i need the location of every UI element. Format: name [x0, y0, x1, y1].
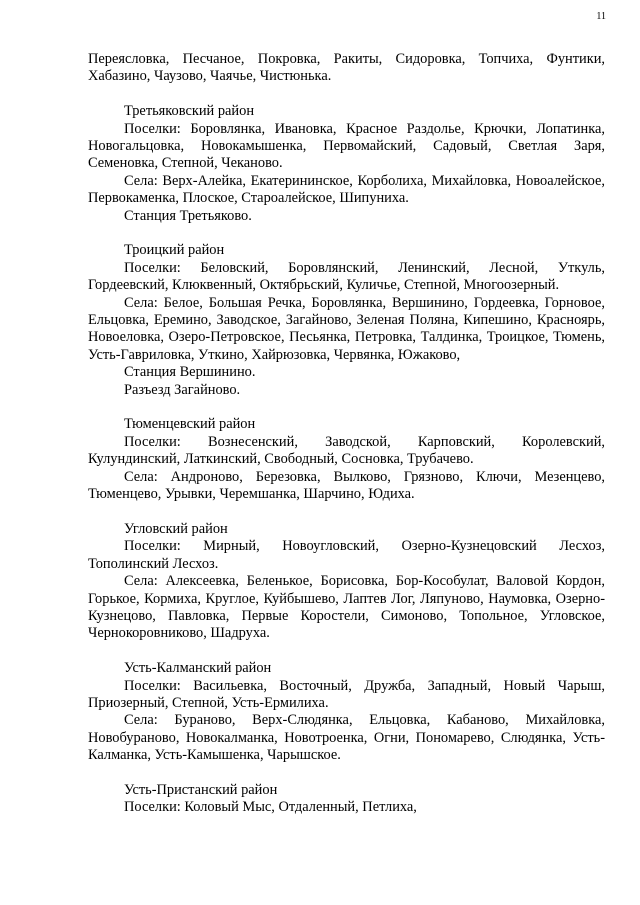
district-heading-tretyakovsky: Третьяковский район — [124, 103, 255, 120]
paragraph-settlements: Поселки: Боровлянка, Ивановка, Красное Раздолье, Крючки, Лопатинка, Новогальцовка, Новокамышенка, Первомайский, Садовый, Светлая Заря, Семеновка, Степной, Чеканово. — [88, 120, 605, 172]
paragraph-villages: Села: Верх-Алейка, Екатерининское, Корболиха, Михайловка, Новоалейское, Первокаменка, Плоское, Староалейское, Шипуниха. — [88, 172, 605, 207]
district-heading-troitsky: Троицкий район — [124, 242, 225, 259]
paragraph-settlements: Поселки: Вознесенский, Заводской, Карповский, Королевский, Кулундинский, Латкинский, Свободный, Сосновка, Трубачево. — [88, 433, 605, 468]
district-heading-ust-kalmansky: Усть-Калманский район — [124, 660, 272, 677]
spacer — [88, 399, 605, 416]
spacer — [88, 225, 605, 242]
paragraph-settlements: Поселки: Коловый Мыс, Отдаленный, Петлиха, — [124, 799, 417, 816]
spacer — [88, 765, 605, 782]
spacer — [88, 643, 605, 660]
paragraph-siding: Разъезд Загайново. — [124, 381, 241, 398]
document-body — [88, 51, 605, 817]
spacer — [88, 86, 605, 103]
district-heading-ust-pristansky: Усть-Пристанский район — [124, 781, 278, 798]
paragraph-villages: Села: Андроново, Березовка, Вылково, Грязново, Ключи, Мезенцево, Тюменцево, Урывки, Черемшанка, Шарчино, Юдиха. — [88, 468, 605, 503]
paragraph-station: Станция Третьяково. — [124, 207, 252, 224]
paragraph-villages: Села: Алексеевка, Беленькое, Борисовка, Бор-Кособулат, Валовой Кордон, Горькое, Кормиха, Круглое, Куйбышево, Лаптев Лог, Ляпуново, Наумовка, Озерно-Кузнецово, Павловка, Первые Коростели, Симоново, Топольное, Угловское, Чернокоровниково, Шадруха. — [88, 573, 605, 642]
paragraph-settlements: Поселки: Васильевка, Восточный, Дружба, Западный, Новый Чарыш, Приозерный, Степной, Усть-Ермилиха. — [88, 677, 605, 711]
paragraph-settlements: Поселки: Мирный, Новоугловский, Озерно-Кузнецовский Лесхоз, Тополинский Лесхоз. — [88, 538, 605, 572]
paragraph-station: Станция Вершинино. — [124, 364, 256, 381]
paragraph-villages: Села: Бураново, Верх-Слюдянка, Ельцовка, Кабаново, Михайловка, Новобураново, Новокалманка, Новотроенка, Огни, Пономарево, Слюдянка, Усть-Калманка, Усть-Камышенка, Чарышское. — [88, 712, 605, 764]
spacer — [88, 504, 605, 521]
paragraph-topchikha-continuation: Переясловка, Песчаное, Покровка, Ракиты, Сидоровка, Топчиха, Фунтики, Хабазино, Чаузово, Чаячье, Чистюнька. — [88, 51, 605, 85]
district-heading-uglovsky: Угловский район — [124, 520, 228, 537]
page-number: 11 — [596, 11, 606, 22]
paragraph-settlements: Поселки: Беловский, Боровлянский, Ленинский, Лесной, Уткуль, Гордеевский, Клюквенный, Октябрьский, Куличье, Степной, Многоозерный. — [88, 259, 605, 294]
paragraph-villages: Села: Белое, Большая Речка, Боровлянка, Вершинино, Гордеевка, Горновое, Ельцовка, Еремино, Заводское, Загайново, Зеленая Поляна, Кипешино, Красноярь, Новоеловка, Озеро-Петровское, Песьянка, Петровка, Талдинка, Троицкое, Тюмень, Усть-Гавриловка, Уткино, Хайрюзовка, Червянка, Южаково, — [88, 294, 605, 363]
district-heading-tyumentsevsky: Тюменцевский район — [124, 416, 256, 433]
